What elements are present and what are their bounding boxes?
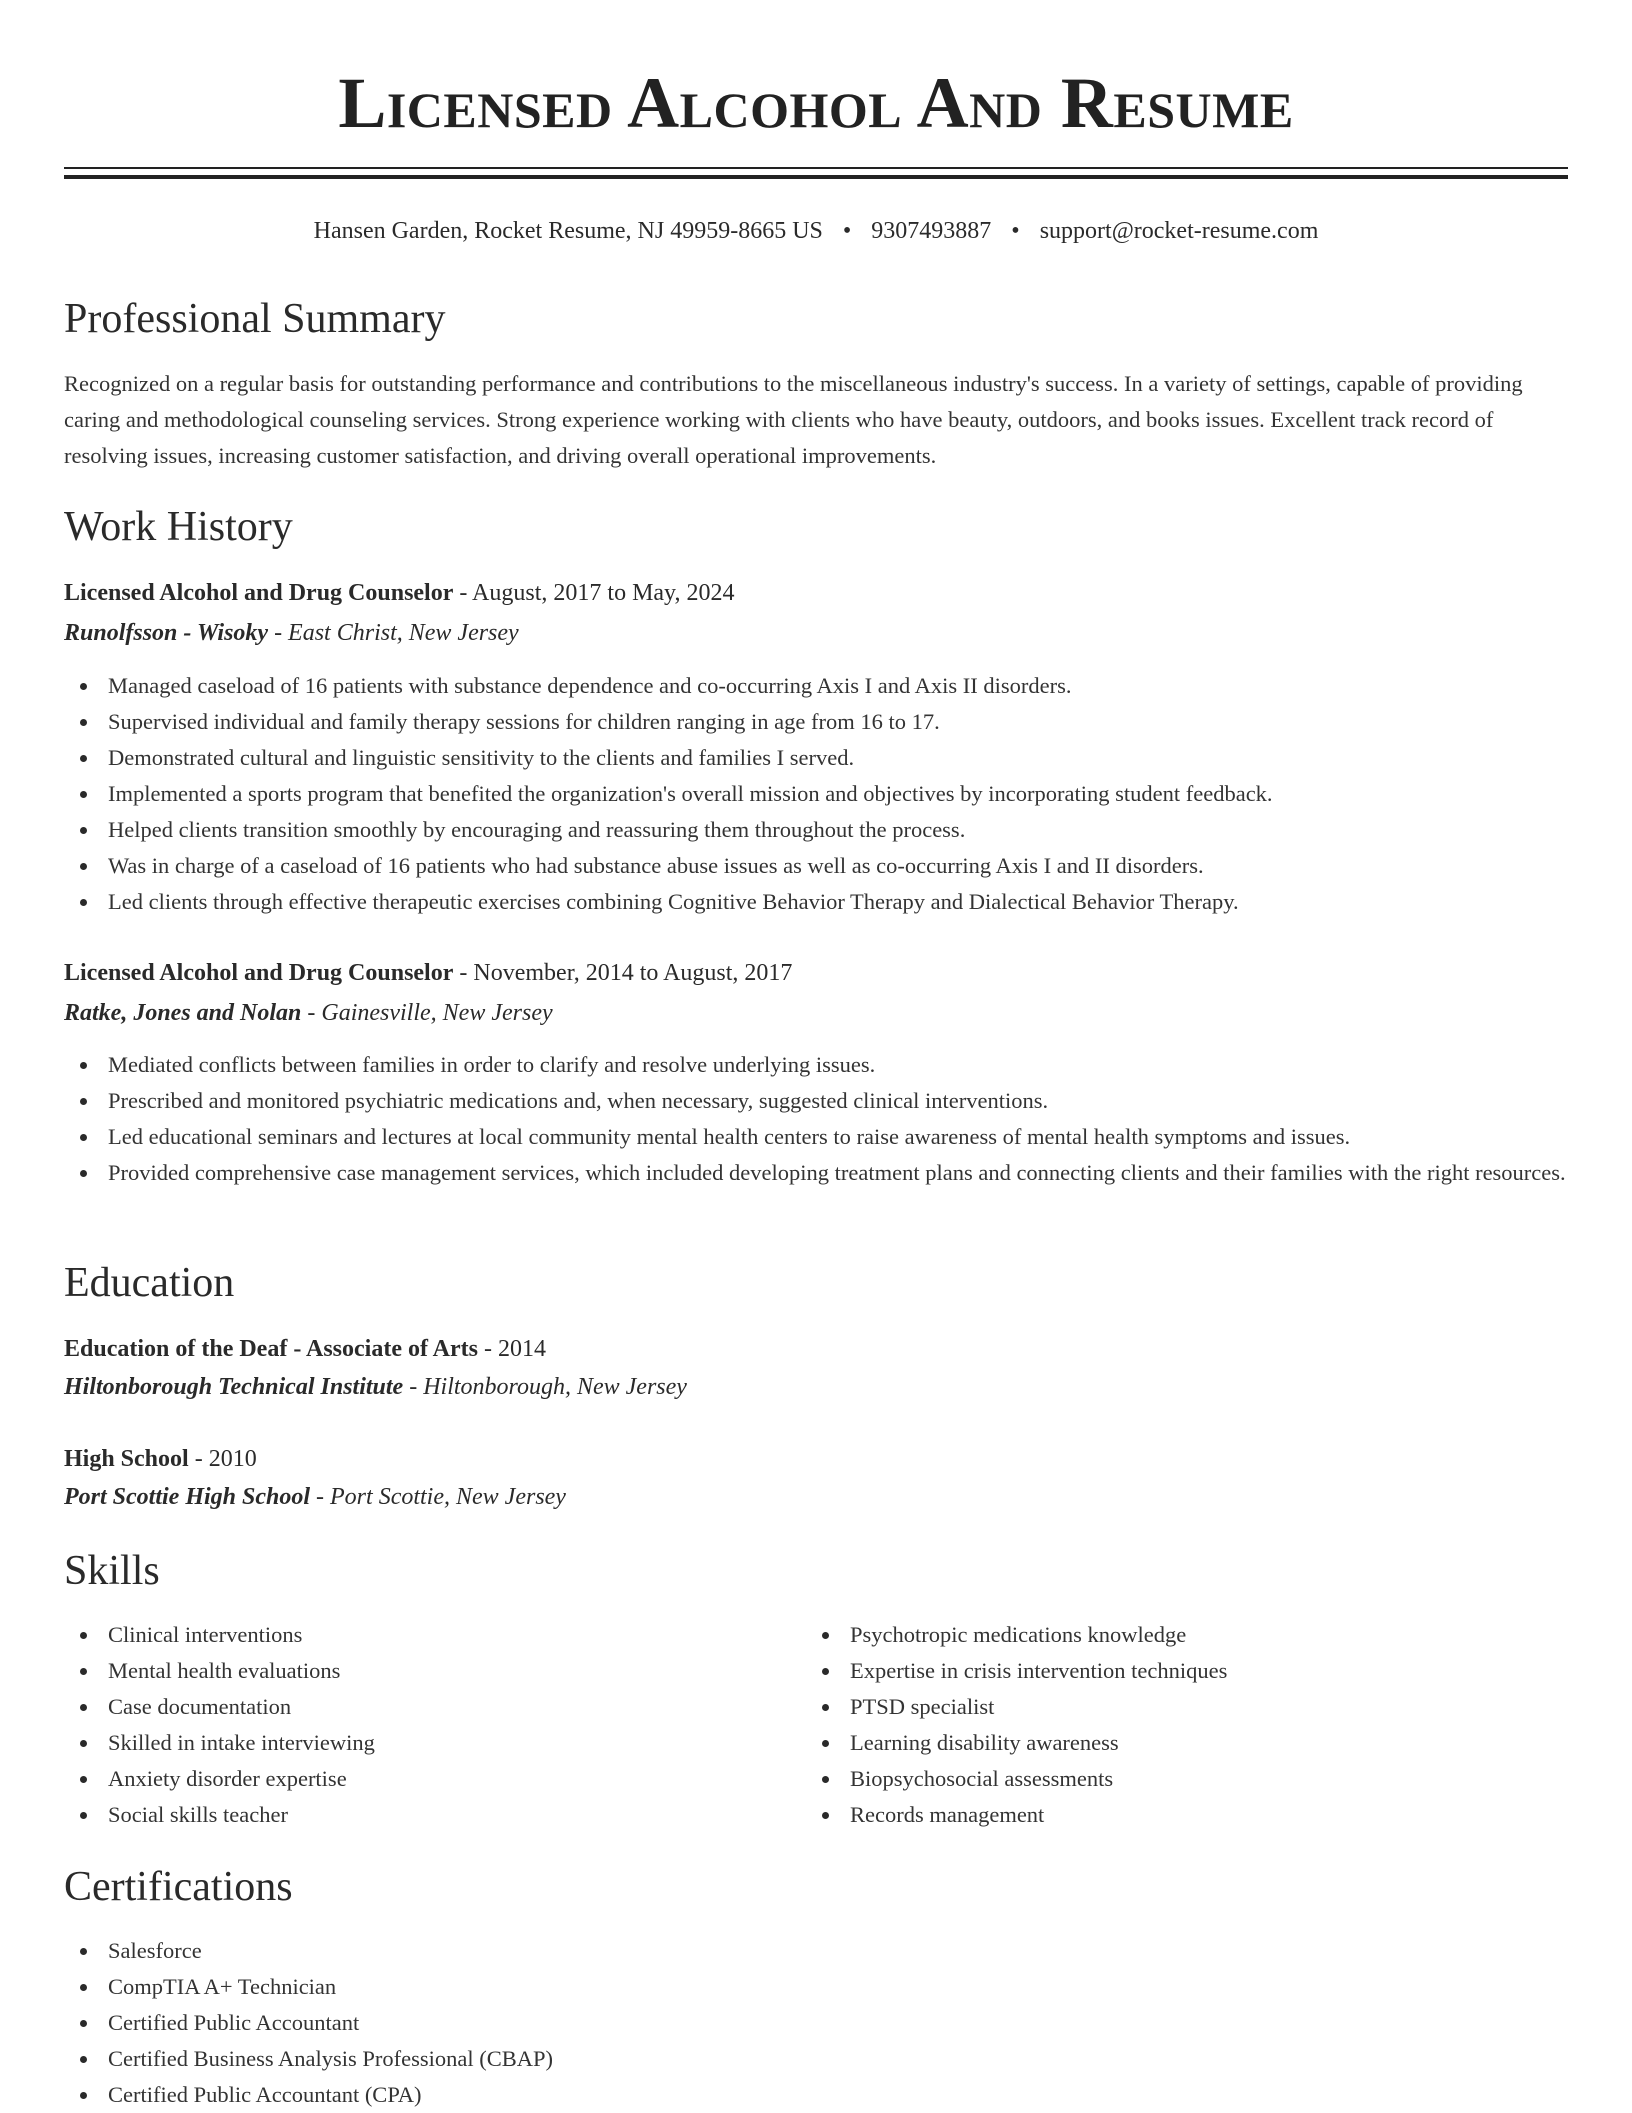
certifications-list: [64, 1933, 1568, 2113]
job-location: - East Christ, New Jersey: [268, 620, 519, 646]
education-header: [64, 1441, 1568, 1477]
job-company: Runolfsson - Wisoky: [64, 620, 269, 646]
list-item: Certified Business Analysis Professional (CBAP): [64, 2041, 1568, 2077]
list-item: Helped clients transition smoothly by encouraging and reassuring them throughout the process.: [64, 812, 1568, 848]
summary-text: Recognized on a regular basis for outstanding performance and contributions to the miscellaneous industry's success. In a variety of settings, capable of providing caring and methodological counseling services. Strong experience working with clients who have beauty, outdoors, and books issues. Excellent track record of resolving issues, increasing customer satisfaction, and driving overall operational improvements.: [64, 371, 1523, 468]
list-item: Learning disability awareness: [806, 1725, 1546, 1761]
skills-list-right: [806, 1617, 1546, 1833]
list-item: Mental health evaluations: [64, 1653, 804, 1689]
education-school: Port Scottie High School: [64, 1484, 311, 1510]
job-dates: - November, 2014 to August, 2017: [453, 960, 793, 986]
work-history-heading: Work History: [64, 504, 293, 550]
list-item: PTSD specialist: [806, 1689, 1546, 1725]
job-company: Ratke, Jones and Nolan: [64, 1000, 302, 1026]
list-item: Clinical interventions: [64, 1617, 804, 1653]
contact-address: Hansen Garden, Rocket Resume, NJ 49959-8665 US: [313, 218, 823, 244]
contact-email: support@rocket-resume.com: [1039, 218, 1319, 244]
job-header: [64, 575, 1568, 611]
job-header: [64, 955, 1568, 991]
job-location: - Gainesville, New Jersey: [301, 1000, 553, 1026]
list-item: CompTIA A+ Technician: [64, 1969, 1568, 2005]
list-item: Led educational seminars and lectures at local community mental health centers to raise awareness of mental health symptoms and issues.: [64, 1119, 1568, 1155]
list-item: Biopsychosocial assessments: [806, 1761, 1546, 1797]
list-item: Expertise in crisis intervention techniques: [806, 1653, 1546, 1689]
education-header: [64, 1331, 1568, 1367]
list-item: Psychotropic medications knowledge: [806, 1617, 1546, 1653]
list-item: Certified Public Accountant: [64, 2005, 1568, 2041]
education-degree: Education of the Deaf - Associate of Arts: [64, 1336, 478, 1362]
skills-list-left: [64, 1617, 804, 1833]
list-item: Salesforce: [64, 1933, 1568, 1969]
contact-separator: •: [842, 218, 852, 244]
list-item: Led clients through effective therapeutic exercises combining Cognitive Behavior Therapy and Dialectical Behavior Therapy.: [64, 884, 1568, 920]
list-item: Case documentation: [64, 1689, 804, 1725]
education-location: - Port Scottie, New Jersey: [310, 1484, 566, 1510]
contact-line: [64, 214, 1568, 248]
education-school-line: [64, 1479, 1568, 1515]
list-item: Provided comprehensive case management services, which included developing treatment plans and connecting clients and their families with the right resources.: [64, 1155, 1568, 1191]
list-item: Mediated conflicts between families in order to clarify and resolve underlying issues.: [64, 1047, 1568, 1083]
job-dates: - August, 2017 to May, 2024: [453, 580, 735, 606]
education-degree: High School: [64, 1446, 189, 1472]
education-year: - 2014: [477, 1336, 546, 1362]
contact-separator: •: [1011, 218, 1020, 244]
education-school: Hiltonborough Technical Institute: [64, 1374, 404, 1400]
list-item: Social skills teacher: [64, 1797, 804, 1833]
job-duties-list: [64, 1047, 1568, 1191]
contact-phone: 9307493887: [871, 218, 992, 244]
job-title: Licensed Alcohol and Drug Counselor: [64, 580, 454, 606]
education-location: - Hiltonborough, New Jersey: [403, 1374, 687, 1400]
title-double-rule: [64, 167, 1568, 179]
list-item: Certified Public Accountant (CPA): [64, 2077, 1568, 2113]
list-item: Managed caseload of 16 patients with substance dependence and co-occurring Axis I and Axis II disorders.: [64, 668, 1568, 704]
job-employer: [64, 995, 1568, 1031]
list-item: Supervised individual and family therapy sessions for children ranging in age from 16 to 17.: [64, 704, 1568, 740]
skills-heading: Skills: [64, 1548, 160, 1594]
list-item: Anxiety disorder expertise: [64, 1761, 804, 1797]
certifications-heading: Certifications: [64, 1864, 293, 1910]
job-duties-list: [64, 668, 1568, 920]
list-item: Records management: [806, 1797, 1546, 1833]
list-item: Prescribed and monitored psychiatric medications and, when necessary, suggested clinical interventions.: [64, 1083, 1568, 1119]
list-item: Demonstrated cultural and linguistic sensitivity to the clients and families I served.: [64, 740, 1568, 776]
education-heading: Education: [64, 1260, 235, 1306]
list-item: Was in charge of a caseload of 16 patients who had substance abuse issues as well as co-occurring Axis I and II disorders.: [64, 848, 1568, 884]
summary-heading: Professional Summary: [64, 296, 446, 342]
education-school-line: [64, 1369, 1568, 1405]
education-year: - 2010: [188, 1446, 257, 1472]
resume-title: Licensed Alcohol And Resume: [338, 63, 1294, 143]
job-title: Licensed Alcohol and Drug Counselor: [64, 960, 454, 986]
job-employer: [64, 615, 1568, 651]
list-item: Implemented a sports program that benefited the organization's overall mission and objectives by incorporating student feedback.: [64, 776, 1568, 812]
list-item: Skilled in intake interviewing: [64, 1725, 804, 1761]
